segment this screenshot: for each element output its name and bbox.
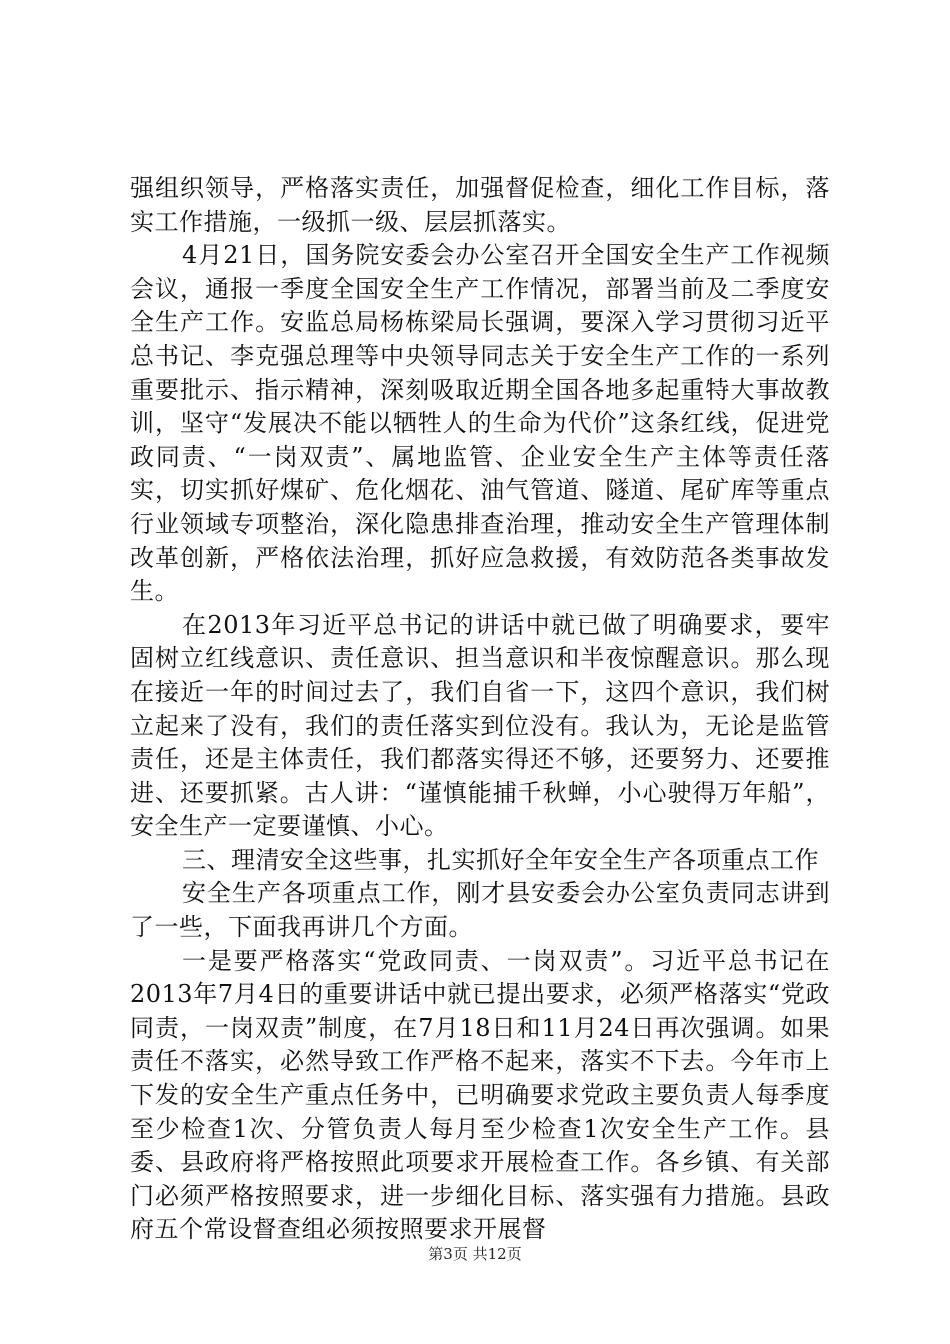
paragraph-video-conference: 4月21日，国务院安委会办公室召开全国安全生产工作视频会议，通报一季度全国安全生产工作情况，部署当前及二季度安全生产工作。安监总局杨栋梁局长强调，要深入学习贯彻习近平总书记、李克强总理等中央领导同志关于安全生产工作的一系列重要批示、指示精神，深刻吸取近期全国各地多起重特大事故教训，坚守“发展决不能以牺牲人的生命为代价”这条红线，促进党政同责、“一岗双责”、属地监管、企业安全生产主体等责任落实，切实抓好煤矿、危化烟花、油气管道、隧道、尾矿库等重点行业领域专项整治，深化隐患排查治理，推动安全生产管理体制改革创新，严格依法治理，抓好应急救援，有效防范各类事故发生。 xyxy=(130,241,830,606)
document-body xyxy=(130,172,830,1247)
page-number-footer: 第3页 共12页 xyxy=(428,1245,522,1263)
paragraph-key-work-intro: 安全生产各项重点工作，刚才县安委会办公室负责同志讲到了一些，下面我再讲几个方面。 xyxy=(130,879,830,942)
section-heading-three: 三、理清安全这些事，扎实抓好全年安全生产各项重点工作 xyxy=(182,845,819,874)
paragraph-continuation: 强组织领导，严格落实责任，加强督促检查，细化工作目标，落实工作措施，一级抓一级、层层抓落实。 xyxy=(130,174,830,236)
paragraph-point-one: 一是要严格落实“党政同责、一岗双责”。习近平总书记在2013年7月4日的重要讲话中就已提出要求，必须严格落实“党政同责，一岗双责”制度，在7月18日和11月24日再次强调。如果责任不落实，必然导致工作严格不起来，落实不下去。今年市上下发的安全生产重点任务中，已明确要求党政主要负责人每季度至少检查1次、分管负责人每月至少检查1次安全生产工作。县委、县政府将严格按照此项要求开展检查工作。各乡镇、有关部门必须严格按照要求，进一步细化目标、落实强有力措施。县政府五个常设督查组必须按照要求开展督 xyxy=(130,946,830,1244)
paragraph-2013-speech: 在2013年习近平总书记的讲话中就已做了明确要求，要牢固树立红线意识、责任意识、担当意识和半夜惊醒意识。那么现在接近一年的时间过去了，我们自省一下，这四个意识，我们树立起来了没有，我们的责任落实到位没有。我认为，无论是监管责任，还是主体责任，我们都落实得还不够，还要努力、还要推进、还要抓紧。古人讲：“谨慎能捕千秋蝉，小心驶得万年船”，安全生产一定要谨慎、小心。 xyxy=(130,610,830,841)
